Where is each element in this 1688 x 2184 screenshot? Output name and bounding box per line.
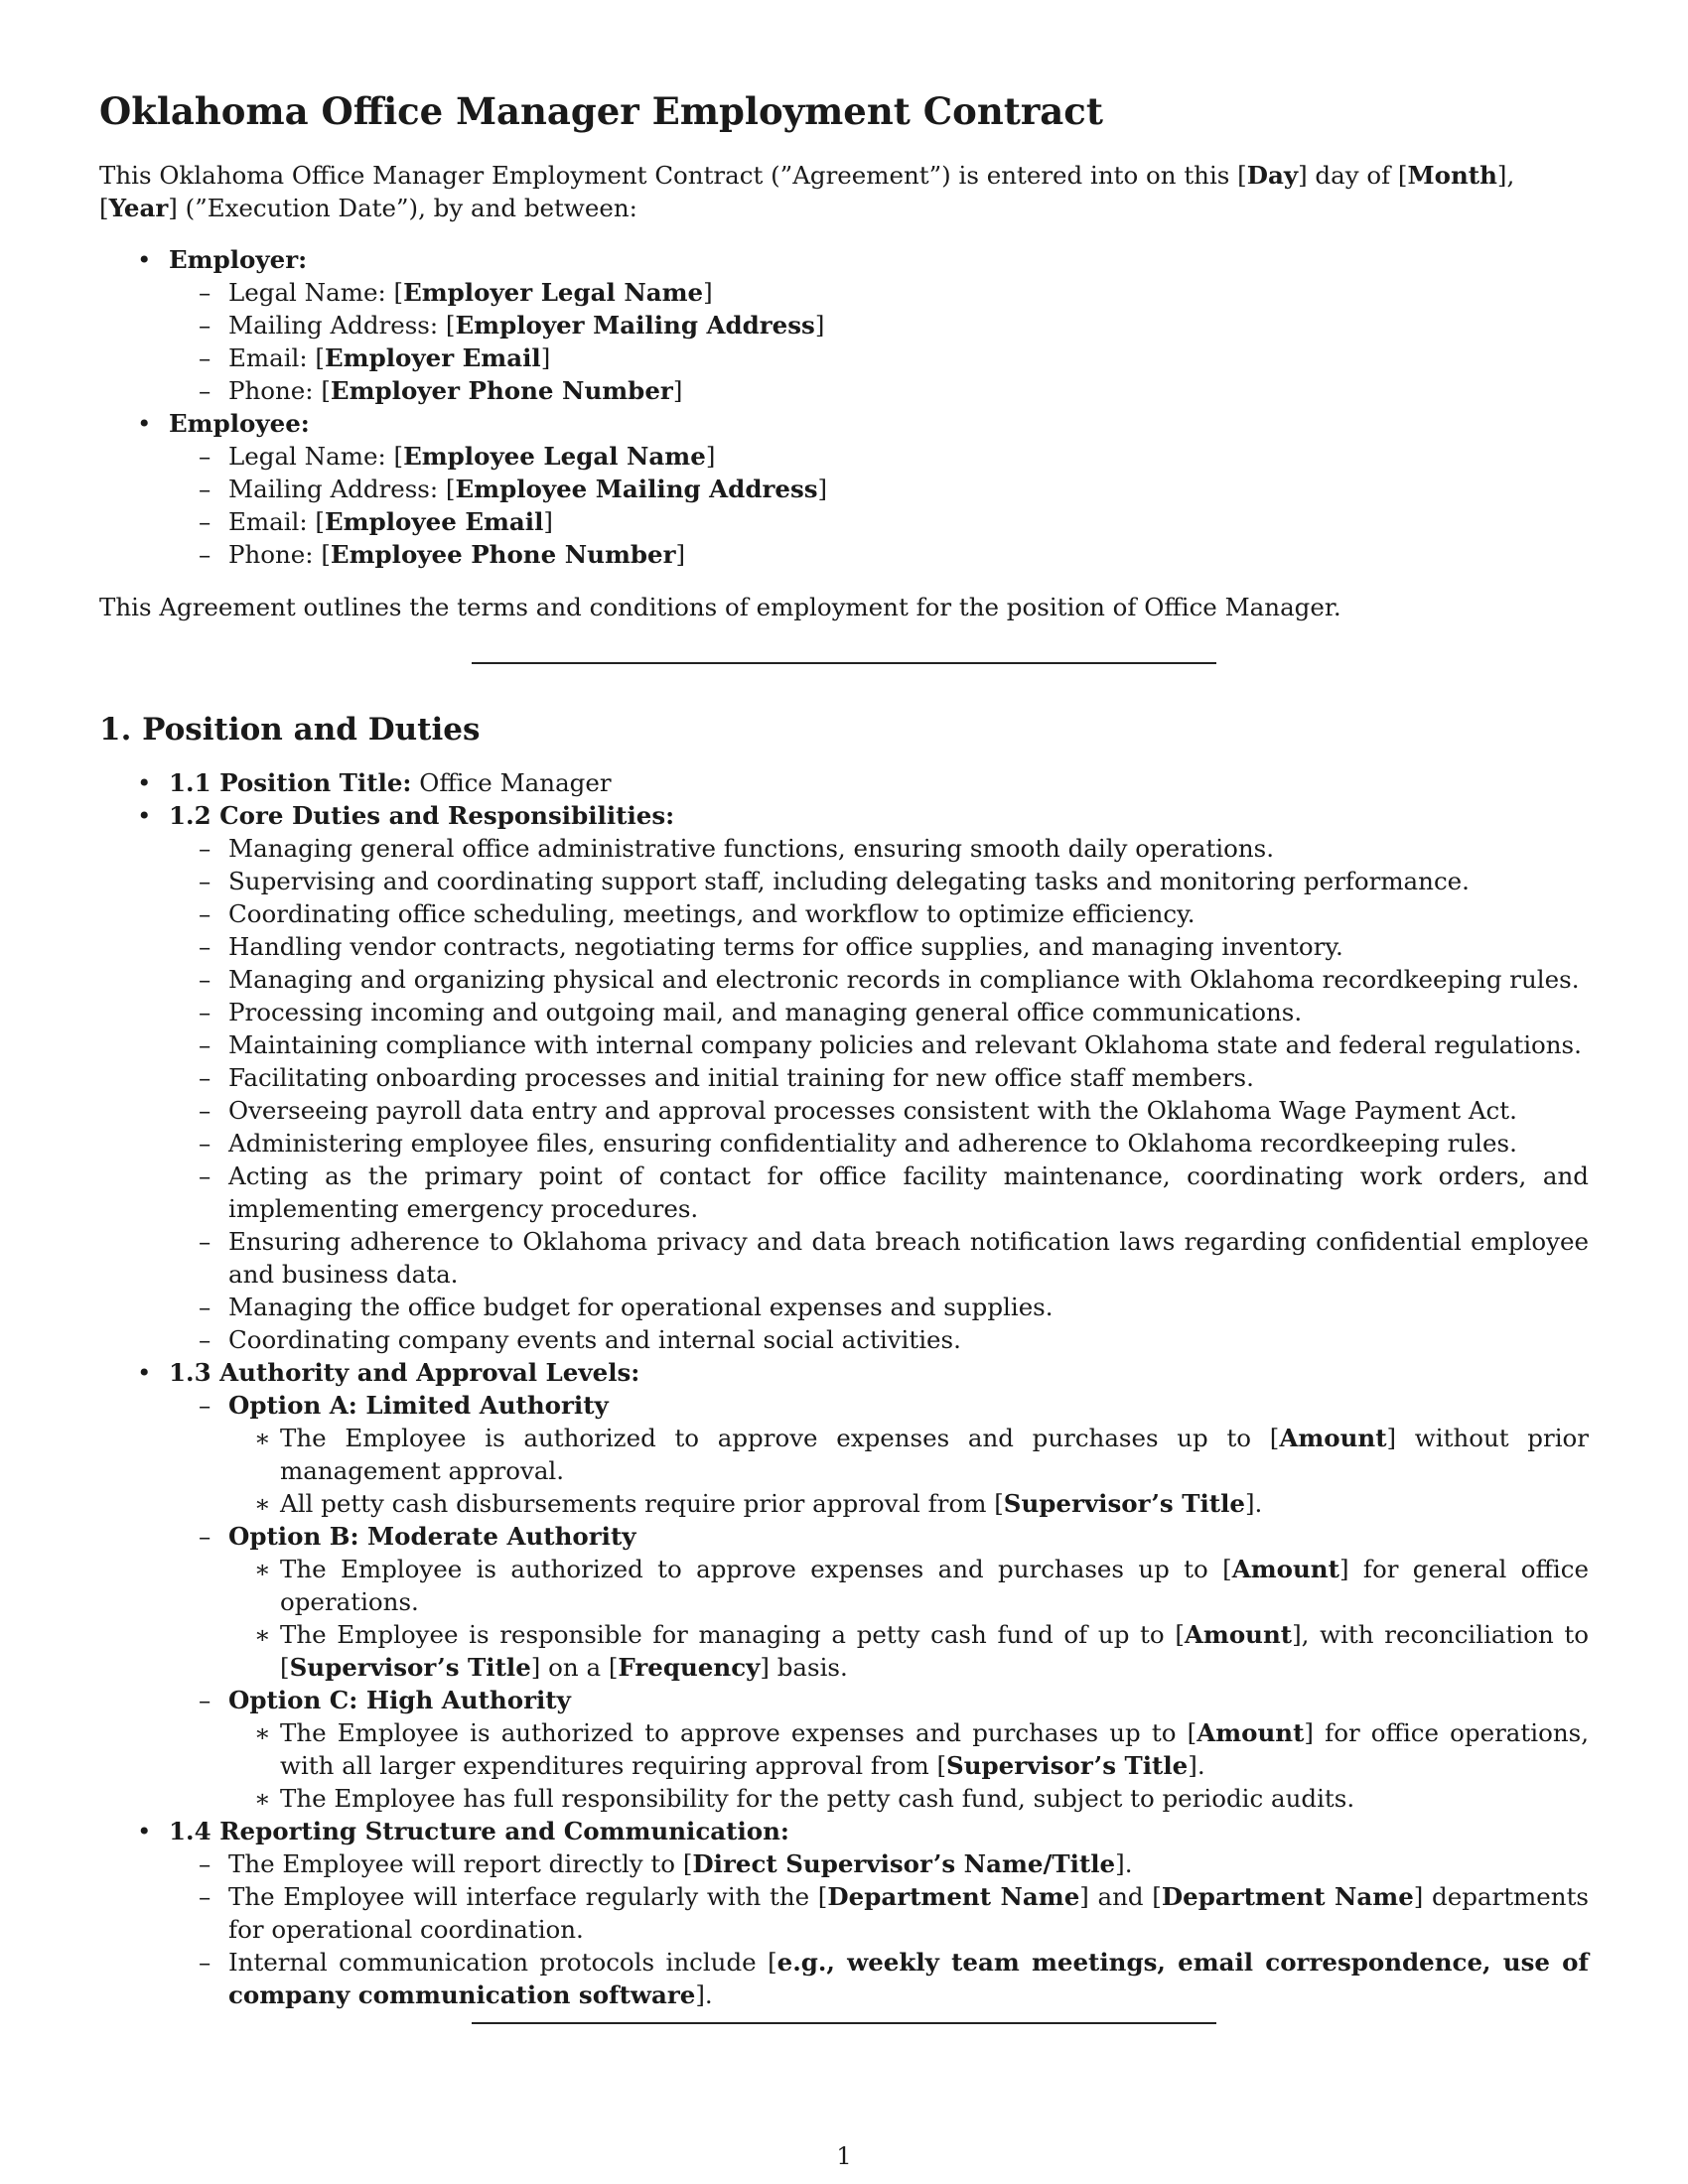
option-a-label: Option A: Limited Authority — [228, 1391, 609, 1420]
intro-text: This Oklahoma Office Manager Employment Contract (”Agreement”) is entered into on this [ — [99, 161, 1247, 190]
employer-label: Employer: — [169, 245, 308, 274]
communication-protocols-placeholder: e.g., weekly team meetings, email correspondence, use of company communication software — [228, 1948, 1589, 2009]
clause-text: The Employee will report directly to [ — [228, 1849, 693, 1878]
duty-item: – Ensuring adherence to Oklahoma privacy and data breach notification laws regarding confidential employee and business data. — [169, 1225, 1589, 1291]
reporting-item — [169, 1847, 1589, 1880]
supervisor-title-placeholder: Supervisor’s Title — [1003, 1489, 1245, 1518]
bracket: ] — [672, 376, 683, 405]
parties-list — [99, 243, 1589, 571]
day-placeholder: Day — [1246, 161, 1299, 190]
clause-text: ]. — [695, 1980, 713, 2009]
employee-label: Employee: — [169, 409, 310, 438]
clause-text: The Employee is authorized to approve expenses and purchases up to [ — [280, 1555, 1232, 1583]
clause-text: The Employee will interface regularly with the [ — [228, 1882, 828, 1911]
core-duties-list — [169, 832, 1589, 1356]
position-title-label: 1.1 Position Title: — [169, 768, 412, 797]
authority-levels-label: 1.3 Authority and Approval Levels: — [169, 1358, 640, 1387]
intro-text: ], [ — [99, 161, 1515, 222]
employee-legal-name — [169, 440, 1589, 473]
section-1-list — [99, 766, 1589, 2011]
employer-phone — [169, 374, 1589, 407]
field-label: Email: [ — [228, 343, 325, 372]
position-title-value: Office Manager — [411, 768, 612, 797]
field-label: Mailing Address: [ — [228, 311, 456, 340]
option-c-label: Option C: High Authority — [228, 1686, 571, 1714]
employer-legal-name — [169, 276, 1589, 309]
option-b-item — [228, 1618, 1589, 1684]
bracket: ] — [703, 278, 713, 307]
bracket: ] — [543, 507, 553, 536]
clause-text: Internal communication protocols include [ — [228, 1948, 777, 1977]
option-c-item — [228, 1782, 1589, 1815]
field-label: Legal Name: [ — [228, 278, 404, 307]
duty-item: – Coordinating company events and internal social activities. — [169, 1323, 1589, 1356]
duty-item: – Managing the office budget for operational expenses and supplies. — [169, 1291, 1589, 1323]
option-c-item — [228, 1716, 1589, 1782]
closing-paragraph: This Agreement outlines the terms and conditions of employment for the position of Office Manager. — [99, 593, 1341, 621]
amount-placeholder: Amount — [1279, 1424, 1387, 1452]
field-label: Phone: [ — [228, 376, 331, 405]
field-placeholder: Employee Legal Name — [403, 442, 706, 471]
duty-item: – Processing incoming and outgoing mail, and managing general office communications. — [169, 996, 1589, 1028]
amount-placeholder: Amount — [1231, 1555, 1339, 1583]
reporting-item — [169, 1880, 1589, 1946]
duty-item: – Maintaining compliance with internal company policies and relevant Oklahoma state and federal regulations. — [169, 1028, 1589, 1061]
department-name-placeholder: Department Name — [827, 1882, 1080, 1911]
option-c — [169, 1684, 1589, 1815]
authority-options-list — [169, 1389, 1589, 1815]
reporting-item — [169, 1946, 1589, 2011]
employee-phone — [169, 538, 1589, 571]
option-b-item — [228, 1553, 1589, 1618]
duty-item: – Managing and organizing physical and electronic records in compliance with Oklahoma recordkeeping rules. — [169, 963, 1589, 996]
intro-text: ] (”Execution Date”), by and between: — [168, 194, 637, 222]
position-title-item — [99, 766, 1589, 799]
field-placeholder: Employer Mailing Address — [455, 311, 815, 340]
duty-item: – Managing general office administrative functions, ensuring smooth daily operations. — [169, 832, 1589, 865]
core-duties-label: 1.2 Core Duties and Responsibilities: — [169, 801, 675, 830]
option-a — [169, 1389, 1589, 1520]
amount-placeholder: Amount — [1184, 1620, 1293, 1649]
field-placeholder: Employer Phone Number — [330, 376, 673, 405]
clause-text: ], with reconciliation to [ — [280, 1620, 1590, 1682]
clause-text: ] on a [ — [530, 1653, 619, 1682]
employee-fields — [169, 440, 1589, 571]
reporting-structure-list — [169, 1847, 1589, 2011]
duty-item: – Coordinating office scheduling, meetings, and workflow to optimize efficiency. — [169, 897, 1589, 930]
duty-item: – Facilitating onboarding processes and initial training for new office staff members. — [169, 1061, 1589, 1094]
intro-paragraph — [99, 159, 1589, 224]
option-b-items — [228, 1553, 1589, 1684]
duty-item: – Overseeing payroll data entry and approval processes consistent with the Oklahoma Wage Payment Act. — [169, 1094, 1589, 1127]
frequency-placeholder: Frequency — [618, 1653, 761, 1682]
clause-text: ] departments for operational coordination. — [228, 1882, 1589, 1944]
department-name-placeholder: Department Name — [1161, 1882, 1414, 1911]
option-a-item — [228, 1422, 1589, 1487]
clause-text: The Employee is responsible for managing a petty cash fund of up to [ — [280, 1620, 1185, 1649]
duty-item: – Acting as the primary point of contact for office facility maintenance, coordinating work orders, and implementing emergency procedures. — [169, 1160, 1589, 1225]
bracket: ] — [814, 311, 825, 340]
employee-email — [169, 505, 1589, 538]
duty-item: – Supervising and coordinating support staff, including delegating tasks and monitoring performance. — [169, 865, 1589, 897]
authority-levels-item — [99, 1356, 1589, 1815]
employer-mailing-address — [169, 309, 1589, 341]
duty-item: – Administering employee files, ensuring confidentiality and adherence to Oklahoma recordkeeping rules. — [169, 1127, 1589, 1160]
month-placeholder: Month — [1407, 161, 1497, 190]
field-placeholder: Employee Email — [325, 507, 544, 536]
clause-text: ]. — [1115, 1849, 1133, 1878]
bracket: ] — [675, 540, 686, 569]
employer-email — [169, 341, 1589, 374]
intro-text: ] day of [ — [1298, 161, 1408, 190]
section-divider — [472, 2022, 1216, 2024]
option-c-items — [228, 1716, 1589, 1815]
employer-fields — [169, 276, 1589, 407]
section-divider — [472, 662, 1216, 664]
clause-text: ] for general office operations. — [280, 1555, 1589, 1616]
supervisor-title-placeholder: Supervisor’s Title — [289, 1653, 531, 1682]
clause-text: The Employee has full responsibility for the petty cash fund, subject to periodic audits. — [280, 1784, 1355, 1813]
clause-text: The Employee is authorized to approve expenses and purchases up to [ — [280, 1718, 1197, 1747]
bracket: ] — [817, 475, 828, 503]
section-1-heading: 1. Position and Duties — [99, 712, 481, 748]
direct-supervisor-placeholder: Direct Supervisor’s Name/Title — [692, 1849, 1116, 1878]
employer-party — [99, 243, 1589, 407]
clause-text: ]. — [1245, 1489, 1263, 1518]
field-placeholder: Employee Mailing Address — [455, 475, 818, 503]
clause-text: ] for office operations, with all larger expenditures requiring approval from [ — [280, 1718, 1589, 1780]
field-label: Mailing Address: [ — [228, 475, 456, 503]
field-label: Phone: [ — [228, 540, 331, 569]
option-b-label: Option B: Moderate Authority — [228, 1522, 636, 1551]
supervisor-title-placeholder: Supervisor’s Title — [946, 1751, 1189, 1780]
clause-text: ] basis. — [760, 1653, 848, 1682]
core-duties-item — [99, 799, 1589, 1356]
amount-placeholder: Amount — [1196, 1718, 1305, 1747]
option-b — [169, 1520, 1589, 1684]
option-a-item — [228, 1487, 1589, 1520]
clause-text: ] and [ — [1079, 1882, 1162, 1911]
reporting-structure-item — [99, 1815, 1589, 2011]
field-label: Legal Name: [ — [228, 442, 404, 471]
clause-text: ] without prior management approval. — [280, 1424, 1589, 1485]
bracket: ] — [705, 442, 716, 471]
field-placeholder: Employee Phone Number — [330, 540, 676, 569]
clause-text: All petty cash disbursements require prior approval from [ — [280, 1489, 1004, 1518]
field-placeholder: Employer Legal Name — [403, 278, 704, 307]
employee-mailing-address — [169, 473, 1589, 505]
document-title: Oklahoma Office Manager Employment Contract — [99, 89, 1103, 133]
page-number: 1 — [836, 2142, 852, 2170]
reporting-structure-label: 1.4 Reporting Structure and Communication: — [169, 1817, 789, 1845]
clause-text: ]. — [1188, 1751, 1205, 1780]
duty-item: – Handling vendor contracts, negotiating terms for office supplies, and managing inventory. — [169, 930, 1589, 963]
option-a-items — [228, 1422, 1589, 1520]
employee-party — [99, 407, 1589, 571]
clause-text: The Employee is authorized to approve expenses and purchases up to [ — [280, 1424, 1280, 1452]
bracket: ] — [540, 343, 551, 372]
year-placeholder: Year — [108, 194, 169, 222]
field-placeholder: Employer Email — [325, 343, 541, 372]
field-label: Email: [ — [228, 507, 325, 536]
